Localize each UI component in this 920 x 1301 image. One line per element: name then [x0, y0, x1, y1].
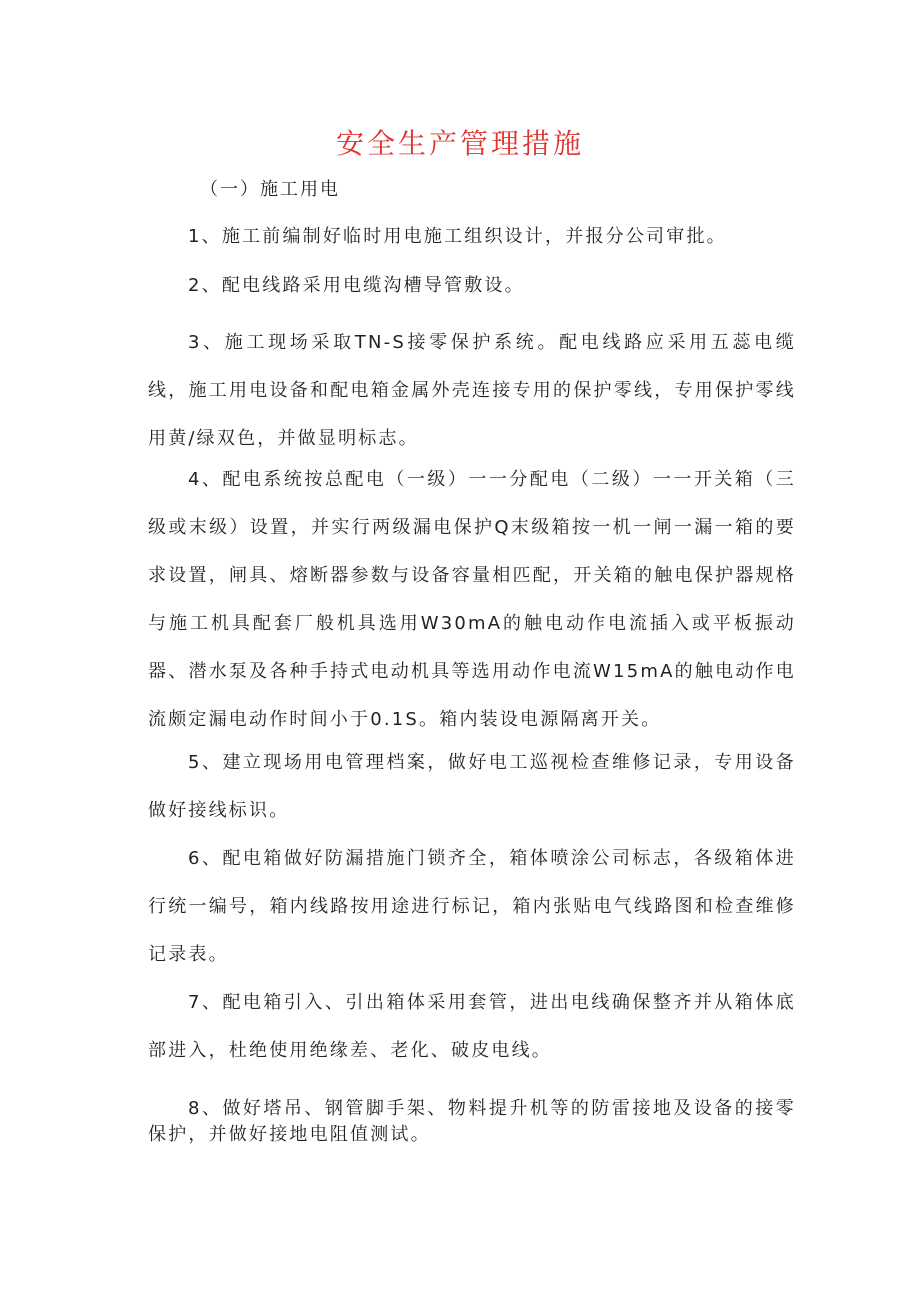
- paragraph-2: 2、配电线路采用电缆沟槽导管敷设。: [188, 275, 525, 296]
- paragraph-3: 3、施工现场采取TN-S接零保护系统。配电线路应采用五蕊电缆线，施工用电设备和配电箱金属外壳连接专用的保护零线，专用保护零线用黄/绿双色，并做显明标志。: [148, 332, 796, 449]
- page-title: 安全生产管理措施: [335, 127, 584, 160]
- section-heading: （一）施工用电: [200, 179, 340, 200]
- paragraph-6: 6、配电箱做好防漏措施门锁齐全，箱体喷涂公司标志，各级箱体进行统一编号，箱内线路按用途进行标记，箱内张贴电气线路图和检查维修记录表。: [148, 848, 796, 965]
- paragraph-4: 4、配电系统按总配电（一级）一一分配电（二级）一一开关箱（三级或末级）设置，并实行两级漏电保护Q末级箱按一机一闸一漏一箱的要求设置，闸具、熔断器参数与设备容量相匹配，开关箱的触电保护器规格与施工机具配套厂般机具选用W30mA的触电动作电流插入或平板振动器、潜水泵及各种手持式电动机具等选用动作电流W15mA的触电动作电流颇定漏电动作时间小于0.1S。箱内装设电源隔离开关。: [148, 469, 796, 730]
- paragraph-7: 7、配电箱引入、引出箱体采用套管，进出电线确保整齐并从箱体底部进入，杜绝使用绝缘差、老化、破皮电线。: [148, 992, 796, 1061]
- paragraph-1: 1、施工前编制好临时用电施工组织设计，并报分公司审批。: [188, 226, 727, 247]
- paragraph-5: 5、建立现场用电管理档案，做好电工巡视检查维修记录，专用设备做好接线标识。: [148, 752, 796, 821]
- paragraph-8: 8、做好塔吊、钢管脚手架、物料提升机等的防雷接地及设备的接零保护，并做好接地电阻值测试。: [148, 1098, 796, 1145]
